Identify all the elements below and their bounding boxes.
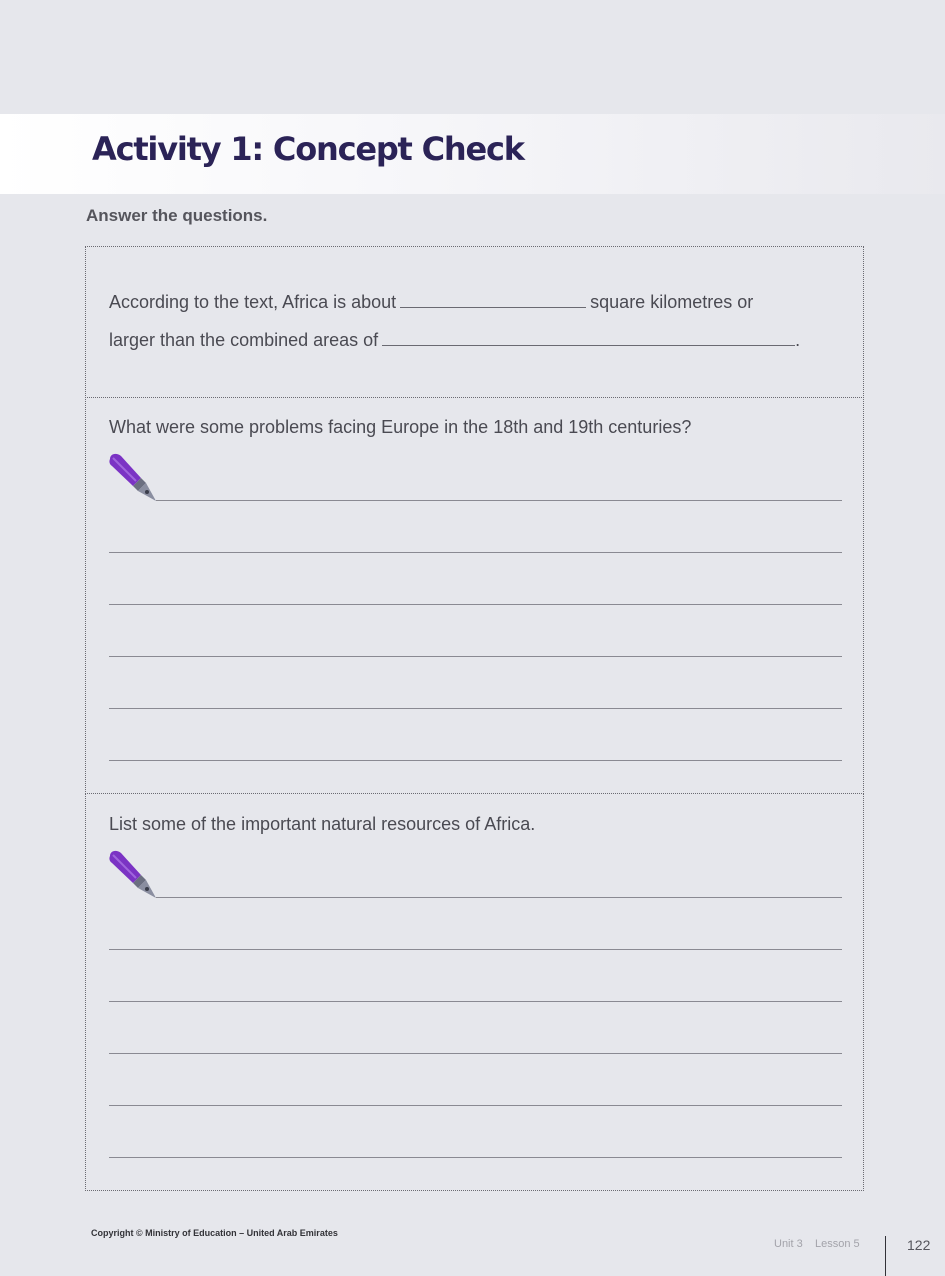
question-2-text: What were some problems facing Europe in the 18th and 19th centuries? — [109, 417, 692, 437]
question-box-1 — [85, 246, 864, 398]
answer-line[interactable] — [109, 1105, 842, 1106]
answer-line[interactable] — [109, 552, 842, 553]
answer-line[interactable] — [109, 1053, 842, 1054]
question-1-period: . — [795, 330, 801, 350]
question-1-line-1 — [109, 292, 753, 313]
answer-line[interactable] — [109, 949, 842, 950]
question-1-text-a: According to the text, Africa is about — [109, 292, 397, 312]
answer-line[interactable] — [109, 708, 842, 709]
answer-line[interactable] — [156, 897, 842, 898]
activity-title: Activity 1: Concept Check — [92, 130, 524, 168]
question-1-text-c: larger than the combined areas of — [109, 330, 379, 350]
question-box-2 — [85, 397, 864, 794]
footer-unit: Unit 3 — [774, 1238, 803, 1250]
footer-divider — [885, 1236, 886, 1276]
answer-line[interactable] — [109, 760, 842, 761]
instruction-text: Answer the questions. — [86, 206, 268, 225]
blank-area-size[interactable] — [400, 293, 586, 308]
footer-lesson: Lesson 5 — [815, 1238, 860, 1250]
answer-line[interactable] — [109, 656, 842, 657]
pen-icon — [108, 850, 158, 902]
answer-line[interactable] — [109, 1157, 842, 1158]
answer-line[interactable] — [109, 1001, 842, 1002]
answer-line[interactable] — [109, 604, 842, 605]
question-1-text-b: square kilometres or — [590, 292, 754, 312]
page-number: 122 — [907, 1237, 931, 1253]
blank-combined-areas[interactable] — [382, 331, 795, 346]
footer-copyright: Copyright © Ministry of Education – United Arab Emirates — [91, 1228, 338, 1238]
pen-icon — [108, 453, 158, 505]
question-1-line-2 — [109, 330, 800, 351]
answer-line[interactable] — [156, 500, 842, 501]
question-box-3 — [85, 793, 864, 1191]
question-3-text: List some of the important natural resources of Africa. — [109, 814, 536, 834]
